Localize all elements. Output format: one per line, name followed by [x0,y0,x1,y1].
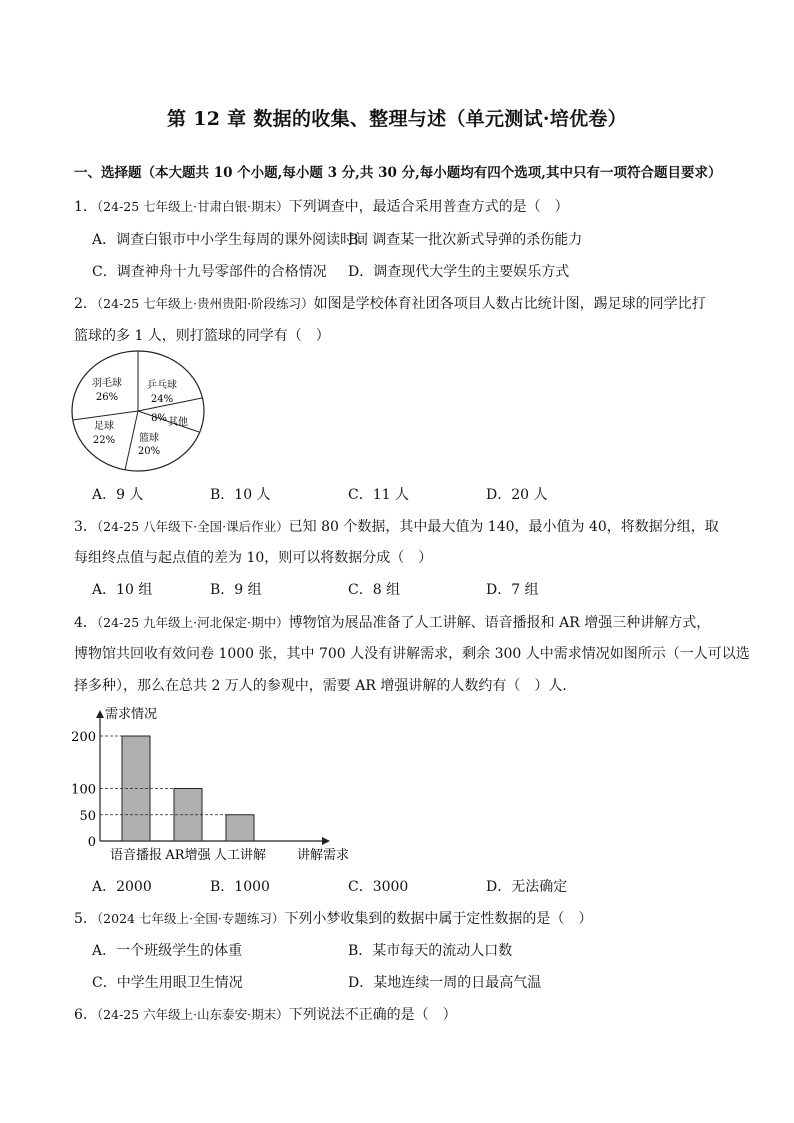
pie-label-other: 其他 [168,417,188,428]
option-b[interactable]: B．1000 [210,879,270,895]
option-d[interactable]: D．7 组 [486,582,539,598]
y-axis-arrow [96,710,104,718]
option-d[interactable]: D．某地连续一周的日最高气温 [348,975,542,991]
y-tick-label: 100 [71,782,96,798]
pie-pct-basketball: 20% [137,446,161,457]
page-title: 第 12 章 数据的收集、整理与述（单元测试·培优卷） [166,108,627,130]
pie-pct-other: 8% [151,413,167,424]
question-source: （24-25 七年级上·贵州贵阳·阶段练习） [96,296,314,311]
pie-pct-pingpong: 24% [150,394,174,405]
question-text: 博物馆为展品准备了人工讲解、语音播报和 AR 增强三种讲解方式， [288,615,711,631]
option-b[interactable]: B．调查某一批次新式导弹的杀伤能力 [348,232,583,248]
option-c[interactable]: C．8 组 [348,582,401,598]
question-number: 6． [74,1007,97,1023]
bar [226,815,254,841]
x-tick-label: AR增强 [165,848,211,863]
y-axis-label: 需求情况 [105,707,158,722]
option-b[interactable]: B．9 组 [210,582,262,598]
bar-chart [70,700,370,866]
question-text: 下列调查中，最适合采用普查方式的是（ ） [288,199,569,215]
option-c[interactable]: C．3000 [348,879,409,895]
pie-pct-badminton: 26% [95,392,119,403]
option-c[interactable]: C．中学生用眼卫生情况 [92,975,243,991]
option-a[interactable]: A．2000 [92,879,152,895]
question-source: （24-25 六年级上·山东泰安·期末） [96,1007,289,1022]
question-5 [74,908,592,928]
y-tick-label: 200 [71,730,96,745]
question-source: （2024 七年级上·全国·专题练习） [96,911,285,926]
option-a[interactable]: A．10 组 [92,582,153,598]
question-number: 1． [74,199,97,215]
y-tick-label: 50 [79,808,96,824]
option-a[interactable]: A．9 人 [92,487,144,503]
option-b[interactable]: B．某市每天的流动人口数 [348,943,513,959]
option-b[interactable]: B．10 人 [210,487,271,503]
pie-chart [70,350,210,475]
question-text-cont: 博物馆共回收有效问卷 1000 张，其中 700 人没有讲解需求，剩余 300 人中需求情况如图所示（一人可以选 [74,646,750,662]
option-d[interactable]: D．20 人 [486,487,548,503]
question-4 [74,612,710,632]
question-6 [74,1004,457,1024]
pie-label-football: 足球 [94,421,114,432]
option-a[interactable]: A．一个班级学生的体重 [92,943,243,959]
question-text: 已知 80 个数据，其中最大值为 140，最小值为 40，将数据分组，取 [288,519,719,535]
option-c[interactable]: C．调查神舟十九号零部件的合格情况 [92,264,327,280]
x-axis-label: 讲解需求 [297,848,350,863]
question-text-cont: 每组终点值与起点值的差为 10，则可以将数据分成（ ） [74,550,433,566]
option-d[interactable]: D．无法确定 [486,879,568,895]
question-text-cont: 择多种），那么在总共 2 万人的参观中，需要 AR 增强讲解的人数约有（ ）人． [74,678,577,694]
y-tick-label: 0 [87,835,96,850]
x-tick-label: 语音播报 [109,848,163,863]
question-number: 4． [74,615,97,631]
question-source: （24-25 八年级下·全国·课后作业） [96,519,289,534]
pie-label-pingpong: 乒乓球 [147,380,177,391]
option-d[interactable]: D．调查现代大学生的主要娱乐方式 [348,264,570,280]
pie-label-basketball: 篮球 [139,433,159,444]
question-1 [74,196,569,216]
question-number: 3． [74,519,97,535]
question-source: （24-25 七年级上·甘肃白银·期末） [96,199,289,214]
question-text: 如图是学校体育社团各项目人数占比统计图，踢足球的同学比打 [313,296,706,312]
question-2 [74,293,706,313]
question-3 [74,516,719,536]
pie-label-badminton: 羽毛球 [92,378,122,389]
question-source: （24-25 九年级上·河北保定·期中） [96,615,289,630]
option-c[interactable]: C．11 人 [348,487,409,503]
question-number: 2． [74,296,97,312]
pie-pct-football: 22% [92,435,116,446]
question-number: 5． [74,911,97,927]
x-tick-label: 人工讲解 [213,848,267,863]
section-heading: 一、选择题（本大题共 10 个小题,每小题 3 分,共 30 分,每小题均有四个选项,其中只有一项符合题目要求） [74,165,722,181]
x-axis-arrow [322,837,330,845]
question-text-cont: 篮球的多 1 人，则打篮球的同学有（ ） [74,328,330,344]
option-a[interactable]: A．调查白银市中小学生每周的课外阅读时间 [92,232,369,248]
question-text: 下列说法不正确的是（ ） [288,1007,457,1023]
question-text: 下列小梦收集到的数据中属于定性数据的是（ ） [284,911,593,927]
